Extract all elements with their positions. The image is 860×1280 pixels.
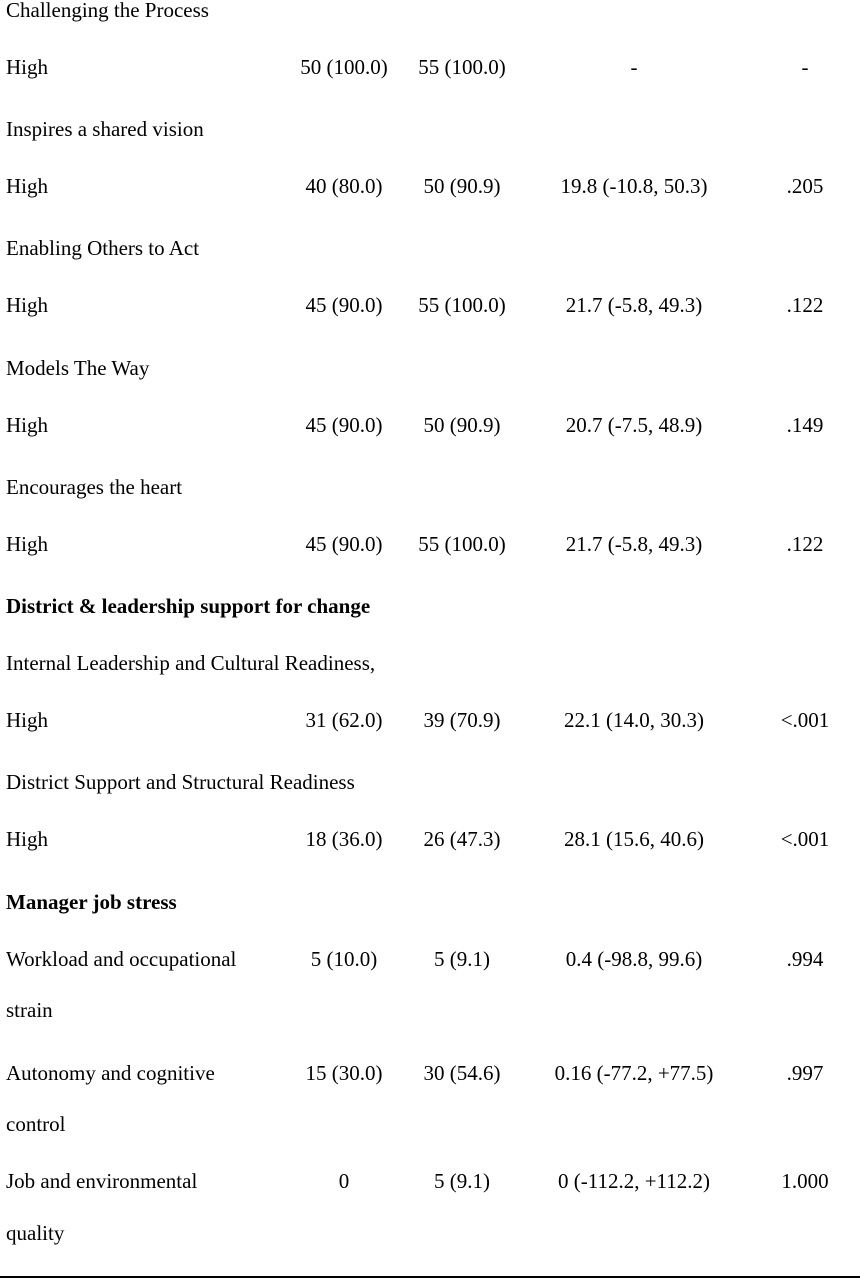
table-row: [0, 824, 860, 854]
group2-cell: 50 (90.9): [423, 413, 501, 437]
row-label: Encourages the heart: [6, 475, 183, 499]
p-value-cell: .994: [786, 947, 824, 971]
p-value-cell: <.001: [780, 827, 830, 851]
estimate-ci-cell: -: [630, 55, 638, 79]
group2-cell: 30 (54.6): [423, 1061, 501, 1085]
group1-cell: 45 (90.0): [305, 413, 383, 437]
estimate-ci-cell: 0 (-112.2, +112.2): [557, 1169, 711, 1193]
continuation-row: [0, 995, 860, 1025]
group1-cell: 31 (62.0): [305, 708, 383, 732]
continuation-row: [0, 1218, 860, 1248]
row-label: District Support and Structural Readiness: [6, 770, 355, 794]
group2-cell: 50 (90.9): [423, 174, 501, 198]
p-value-cell: .997: [786, 1061, 824, 1085]
p-value-cell: 1.000: [781, 1169, 829, 1193]
row-label: High: [6, 174, 48, 198]
row-label: Models The Way: [6, 356, 150, 380]
subheading-row: [0, 233, 860, 263]
row-label: Job and environmental: [6, 1169, 198, 1193]
row-label: Inspires a shared vision: [6, 117, 204, 141]
table-row: [0, 52, 860, 82]
group1-cell: 40 (80.0): [305, 174, 383, 198]
group1-cell: 45 (90.0): [305, 532, 383, 556]
continuation-row: [0, 1109, 860, 1139]
row-label: High: [6, 708, 48, 732]
estimate-ci-cell: 0.4 (-98.8, 99.6): [565, 947, 703, 971]
table-row: [0, 1058, 860, 1088]
section-heading: District & leadership support for change: [6, 594, 371, 618]
section-heading-row: [0, 887, 860, 917]
row-label: High: [6, 293, 48, 317]
row-label: Autonomy and cognitive: [6, 1061, 215, 1085]
estimate-ci-cell: 21.7 (-5.8, 49.3): [565, 293, 703, 317]
table-row: [0, 529, 860, 559]
table-row: [0, 1166, 860, 1196]
p-value-cell: <.001: [780, 708, 830, 732]
group1-cell: 15 (30.0): [305, 1061, 383, 1085]
group2-cell: 5 (9.1): [434, 947, 490, 971]
row-label: High: [6, 532, 48, 556]
p-value-cell: .122: [786, 532, 824, 556]
group2-cell: 55 (100.0): [418, 293, 506, 317]
subheading-row: [0, 472, 860, 502]
subheading-row: [0, 767, 860, 797]
estimate-ci-cell: 22.1 (14.0, 30.3): [564, 708, 704, 732]
subheading-row: [0, 648, 860, 678]
row-label: High: [6, 55, 48, 79]
group1-cell: 0: [338, 1169, 350, 1193]
row-label: Workload and occupational: [6, 947, 237, 971]
table-row: [0, 410, 860, 440]
row-label-continuation: quality: [6, 1221, 65, 1245]
group2-cell: 39 (70.9): [423, 708, 501, 732]
table-row: [0, 171, 860, 201]
subheading-row: [0, 0, 860, 25]
p-value-cell: .205: [786, 174, 824, 198]
group2-cell: 55 (100.0): [418, 532, 506, 556]
estimate-ci-cell: 0.16 (-77.2, +77.5): [554, 1061, 714, 1085]
table-row: [0, 944, 860, 974]
p-value-cell: .122: [786, 293, 824, 317]
table-bottom-rule: [0, 1276, 860, 1278]
row-label: Challenging the Process: [6, 0, 209, 22]
group1-cell: 5 (10.0): [310, 947, 378, 971]
estimate-ci-cell: 20.7 (-7.5, 48.9): [565, 413, 703, 437]
row-label: High: [6, 413, 48, 437]
group2-cell: 26 (47.3): [423, 827, 501, 851]
group2-cell: 55 (100.0): [418, 55, 506, 79]
row-label-continuation: control: [6, 1112, 66, 1136]
group1-cell: 45 (90.0): [305, 293, 383, 317]
row-label: Enabling Others to Act: [6, 236, 200, 260]
subheading-row: [0, 353, 860, 383]
subheading-row: [0, 114, 860, 144]
p-value-cell: -: [801, 55, 809, 79]
row-label-continuation: strain: [6, 998, 53, 1022]
row-label: High: [6, 827, 48, 851]
estimate-ci-cell: 21.7 (-5.8, 49.3): [565, 532, 703, 556]
group1-cell: 50 (100.0): [300, 55, 388, 79]
table-row: [0, 290, 860, 320]
row-label: Internal Leadership and Cultural Readiness,: [6, 651, 376, 675]
p-value-cell: .149: [786, 413, 824, 437]
estimate-ci-cell: 19.8 (-10.8, 50.3): [560, 174, 708, 198]
estimate-ci-cell: 28.1 (15.6, 40.6): [564, 827, 704, 851]
group2-cell: 5 (9.1): [434, 1169, 490, 1193]
group1-cell: 18 (36.0): [305, 827, 383, 851]
table-row: [0, 705, 860, 735]
section-heading-row: [0, 591, 860, 621]
section-heading: Manager job stress: [6, 890, 177, 914]
